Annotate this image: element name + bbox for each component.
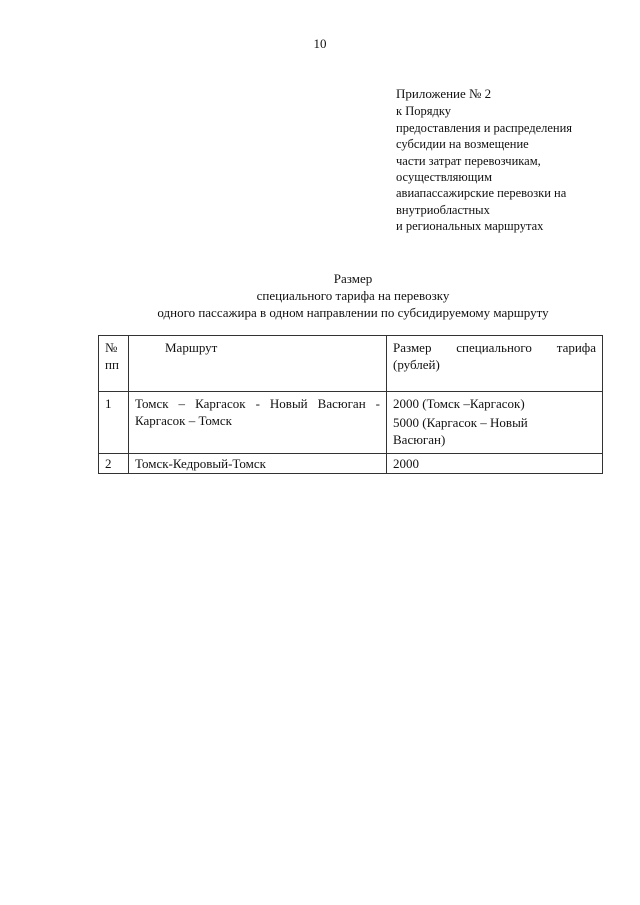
tariff-line: 2000 (393, 456, 419, 471)
appendix-line: предоставления и распределения (396, 120, 573, 135)
appendix-line: и региональных маршрутах (396, 219, 544, 234)
row-tariff-cell (387, 392, 603, 454)
appendix-line: субсидии на возмещение (396, 137, 529, 152)
tariff-line: Васюган) (393, 432, 446, 447)
table-header-row (99, 336, 603, 392)
row-number-cell (99, 454, 129, 474)
header-route-label: Маршрут (165, 340, 218, 355)
route-line: Каргасок – Томск (135, 413, 232, 428)
tariff-line: 5000 (Каргасок – Новый (393, 415, 528, 430)
row-number: 1 (105, 396, 112, 411)
document-heading (0, 270, 640, 321)
appendix-title: Приложение № 2 (396, 86, 492, 101)
row-route-cell (129, 454, 387, 474)
header-tariff-label: Размер специального тарифа (393, 340, 596, 355)
tariff-line: 2000 (Томск –Каргасок) (393, 396, 525, 411)
header-tariff-unit: (рублей) (393, 357, 440, 372)
page-number: 10 (313, 36, 327, 51)
appendix-line: части затрат перевозчикам, (396, 153, 541, 168)
appendix-block (396, 86, 632, 235)
heading-line-2: специального тарифа на перевозку (256, 288, 450, 303)
tariff-table (98, 335, 603, 474)
row-route-cell (129, 392, 387, 454)
appendix-line: авиапассажирские перевозки на (396, 186, 567, 201)
appendix-line: осуществляющим (396, 170, 492, 185)
header-route-cell (129, 336, 387, 392)
appendix-line: внутриобластных (396, 202, 490, 217)
route-line: Томск-Кедровый-Томск (135, 456, 266, 471)
row-tariff-cell (387, 454, 603, 474)
header-tariff-cell (387, 336, 603, 392)
header-number-abbr: пп (105, 357, 119, 372)
heading-line-1: Размер (333, 271, 373, 286)
appendix-line: к Порядку (396, 104, 451, 119)
header-number-symbol: № (105, 340, 118, 355)
row-number-cell (99, 392, 129, 454)
row-number: 2 (105, 456, 112, 471)
route-line: Томск – Каргасок - Новый Васюган - (135, 396, 380, 411)
table-row (99, 392, 603, 454)
table-row (99, 454, 603, 474)
header-number-cell (99, 336, 129, 392)
heading-line-3: одного пассажира в одном направлении по субсидируемому маршруту (157, 305, 549, 320)
